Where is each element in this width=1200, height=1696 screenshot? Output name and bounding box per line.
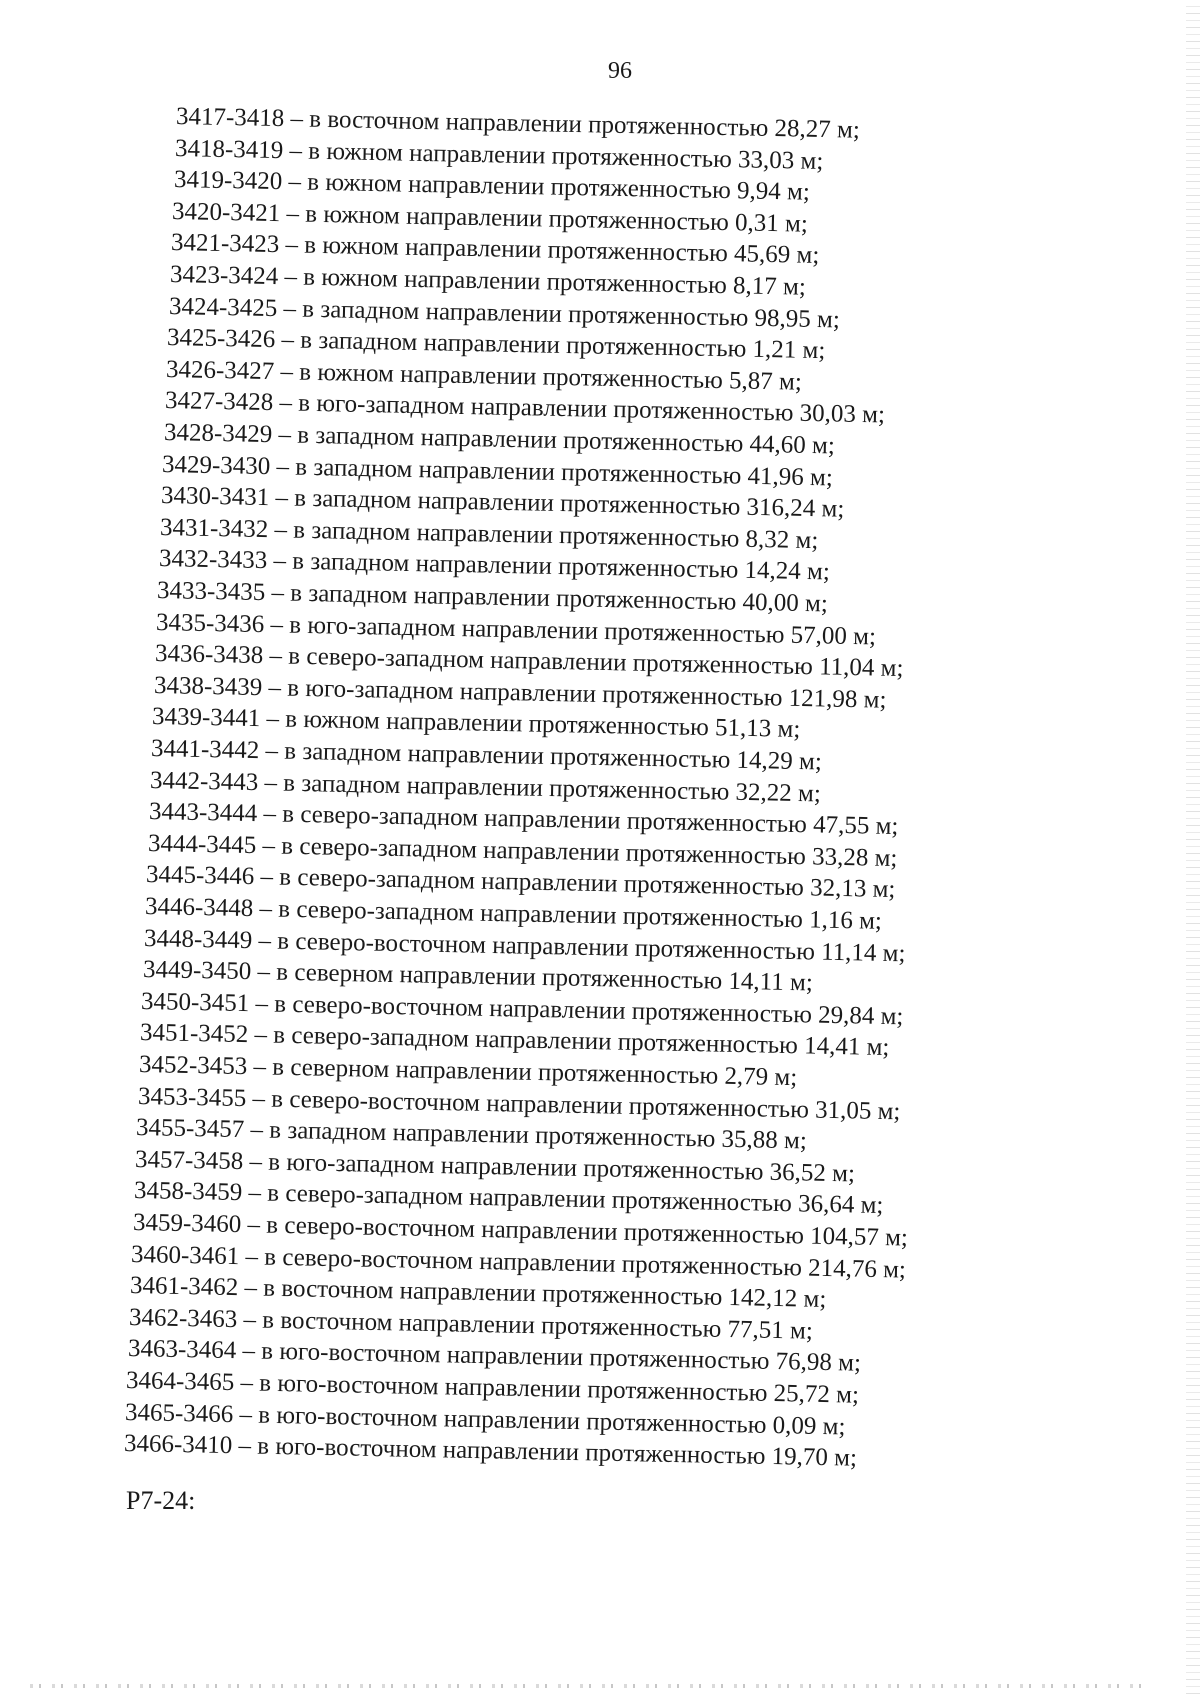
boundary-segment-line: 3465-3466 – в юго-восточном направлении протяженностью 0,09 м; bbox=[124, 1398, 846, 1441]
boundary-segment-line: 3448-3449 – в северо-восточном направлении протяженностью 11,14 м; bbox=[143, 924, 906, 967]
boundary-segment-line: 3455-3457 – в западном направлении протяженностью 35,88 м; bbox=[136, 1114, 808, 1155]
boundary-segment-line: 3441-3442 – в западном направлении протяженностью 14,29 м; bbox=[150, 735, 823, 776]
boundary-segment-line: 3431-3432 – в западном направлении протяженностью 8,32 м; bbox=[159, 513, 819, 555]
boundary-segment-line: 3443-3444 – в северо-западном направлении протяженностью 47,55 м; bbox=[148, 798, 899, 841]
boundary-segment-line: 3445-3446 – в северо-западном направлении протяженностью 32,13 м; bbox=[146, 861, 896, 904]
boundary-segment-line: 3458-3459 – в северо-западном направлении протяженностью 36,64 м; bbox=[133, 1177, 884, 1220]
boundary-segment-line: 3426-3427 – в южном направлении протяженностью 5,87 м; bbox=[165, 355, 803, 396]
section-label: Р7-24: bbox=[126, 1486, 196, 1515]
page-number: 96 bbox=[608, 58, 632, 84]
boundary-segment-line: 3463-3464 – в юго-восточном направлении протяженностью 76,98 м; bbox=[127, 1335, 861, 1378]
boundary-segment-line: 3450-3451 – в северо-восточном направлении протяженностью 29,84 м; bbox=[141, 987, 905, 1031]
boundary-segment-line: 3462-3463 – в восточном направлении протяженностью 77,51 м; bbox=[128, 1303, 814, 1345]
boundary-segment-line: 3430-3431 – в западном направлении протяженностью 316,24 м; bbox=[160, 482, 845, 523]
boundary-segment-line: 3432-3433 – в западном направлении протяженностью 14,24 м; bbox=[158, 545, 830, 586]
boundary-segment-line: 3449-3450 – в северном направлении протяженностью 14,11 м; bbox=[142, 956, 813, 997]
boundary-segment-line: 3444-3445 – в северо-западном направлении протяженностью 33,28 м; bbox=[147, 829, 898, 872]
boundary-segment-line: 3429-3430 – в западном направлении протяженностью 41,96 м; bbox=[162, 450, 834, 492]
boundary-segment-line: 3464-3465 – в юго-восточном направлении протяженностью 25,72 м; bbox=[126, 1367, 860, 1409]
boundary-segment-line: 3438-3439 – в юго-западном направлении протяженностью 121,98 м; bbox=[153, 671, 887, 714]
boundary-segment-line: 3453-3455 – в северо-восточном направлении протяженностью 31,05 м; bbox=[137, 1082, 901, 1125]
boundary-segment-line: 3424-3425 – в западном направлении протяженностью 98,95 м; bbox=[168, 292, 840, 334]
scan-edge-artifact bbox=[1186, 0, 1200, 1696]
boundary-segment-line: 3459-3460 – в северо-восточном направлении протяженностью 104,57 м; bbox=[132, 1209, 908, 1252]
boundary-segment-line: 3433-3435 – в западном направлении протяженностью 40,00 м; bbox=[157, 577, 829, 618]
boundary-segment-line: 3425-3426 – в западном направлении протяженностью 1,21 м; bbox=[167, 324, 826, 365]
boundary-segment-line: 3439-3441 – в южном направлении протяженностью 51,13 м; bbox=[152, 703, 802, 744]
boundary-segment-line: 3427-3428 – в юго-западном направлении протяженностью 30,03 м; bbox=[164, 387, 886, 429]
boundary-segment-line: 3466-3410 – в юго-восточном направлении протяженностью 19,70 м; bbox=[123, 1430, 858, 1472]
boundary-segment-line: 3451-3452 – в северо-западном направлении протяженностью 14,41 м; bbox=[139, 1019, 890, 1062]
boundary-segment-line: 3435-3436 – в юго-западном направлении протяженностью 57,00 м; bbox=[155, 608, 877, 651]
boundary-segment-line: 3452-3453 – в северном направлении протяженностью 2,79 м; bbox=[138, 1051, 798, 1092]
boundary-segment-line: 3417-3418 – в восточном направлении протяженностью 28,27 м; bbox=[175, 103, 861, 144]
boundary-segment-line: 3442-3443 – в западном направлении протяженностью 32,22 м; bbox=[149, 766, 822, 808]
boundary-segment-line: 3421-3423 – в южном направлении протяженностью 45,69 м; bbox=[170, 229, 820, 270]
boundary-segment-line: 3420-3421 – в южном направлении протяженностью 0,31 м; bbox=[172, 197, 809, 238]
boundary-segment-line: 3436-3438 – в северо-западном направлении протяженностью 11,04 м; bbox=[154, 640, 904, 683]
boundary-segment-line: 3457-3458 – в юго-западном направлении протяженностью 36,52 м; bbox=[134, 1145, 856, 1188]
boundary-segment-line: 3446-3448 – в северо-западном направлении протяженностью 1,16 м; bbox=[144, 893, 883, 935]
boundary-segment-line: 3460-3461 – в северо-восточном направлении протяженностью 214,76 м; bbox=[131, 1240, 907, 1284]
scan-bottom-artifact bbox=[30, 1684, 1150, 1688]
boundary-segment-line: 3461-3462 – в восточном направлении протяженностью 142,12 м; bbox=[129, 1272, 827, 1314]
boundary-segment-line: 3418-3419 – в южном направлении протяженностью 33,03 м; bbox=[174, 134, 824, 175]
boundary-segment-line: 3423-3424 – в южном направлении протяженностью 8,17 м; bbox=[169, 261, 806, 301]
boundary-segment-line: 3428-3429 – в западном направлении протяженностью 44,60 м; bbox=[163, 419, 835, 460]
boundary-segment-line: 3419-3420 – в южном направлении протяженностью 9,94 м; bbox=[173, 166, 810, 206]
